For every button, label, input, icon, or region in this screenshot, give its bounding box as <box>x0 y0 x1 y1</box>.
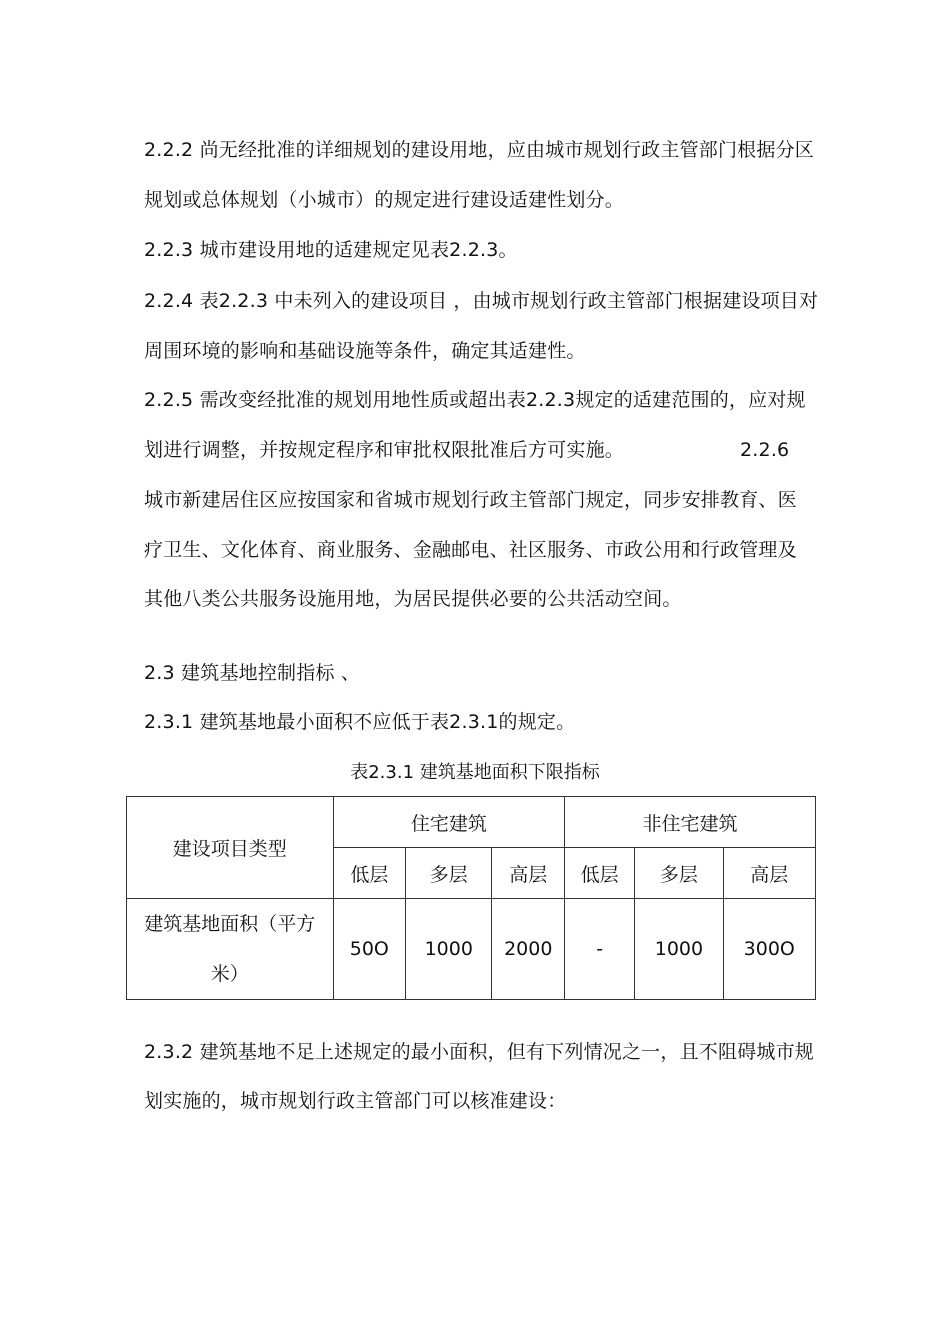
table-header-row <box>127 797 816 848</box>
table-caption: 表2.3.1 建筑基地面积下限指标 <box>350 762 600 783</box>
value-residential-low: 50O <box>333 899 405 1000</box>
paragraph-2-2-6-line-3: 其他八类公共服务设施用地，为居民提供必要的公共活动空间。 <box>144 588 682 610</box>
subheader-nonresidential-mid: 多层 <box>635 848 723 899</box>
value-nonresidential-mid: 1000 <box>635 899 723 1000</box>
paragraph-2-2-6-line-2: 疗卫生、文化体育、商业服务、金融邮电、社区服务、市政公用和行政管理及 <box>144 539 797 561</box>
paragraph-2-2-4-line-2: 周围环境的影响和基础设施等条件，确定其适建性。 <box>144 340 586 362</box>
paragraph-2-2-3: 2.2.3 城市建设用地的适建规定见表2.2.3。 <box>144 239 518 261</box>
paragraph-2-2-6-line-1: 城市新建居住区应按国家和省城市规划行政主管部门规定，同步安排教育、医 <box>144 489 797 511</box>
subheader-nonresidential-high: 高层 <box>723 848 815 899</box>
value-residential-high: 2000 <box>492 899 565 1000</box>
value-residential-mid: 1000 <box>406 899 492 1000</box>
paragraph-2-2-5-line-2 <box>144 437 814 463</box>
paragraph-2-2-2-line-2: 规划或总体规划（小城市）的规定进行建设适建性划分。 <box>144 189 625 211</box>
subheader-residential-mid: 多层 <box>406 848 492 899</box>
paragraph-2-2-2-line-1: 2.2.2 尚无经批准的详细规划的建设用地，应由城市规划行政主管部门根据分区 <box>144 139 814 161</box>
subheader-nonresidential-low: 低层 <box>565 848 635 899</box>
paragraph-2-3-2-line-2: 划实施的，城市规划行政主管部门可以核准建设： <box>144 1090 567 1112</box>
section-2-3-heading: 2.3 建筑基地控制指标 、 <box>144 662 361 684</box>
paragraph-2-2-5-line-1: 2.2.5 需改变经批准的规划用地性质或超出表2.2.3规定的适建范围的，应对规 <box>144 389 806 411</box>
paragraph-2-3-2-line-1: 2.3.2 建筑基地不足上述规定的最小面积，但有下列情况之一，且不阻碍城市规 <box>144 1041 814 1063</box>
value-nonresidential-low: - <box>565 899 635 1000</box>
header-project-type: 建设项目类型 <box>127 797 334 899</box>
paragraph-2-3-1: 2.3.1 建筑基地最小面积不应低于表2.3.1的规定。 <box>144 711 576 733</box>
header-nonresidential: 非住宅建筑 <box>565 797 816 848</box>
paragraph-2-2-4-line-1: 2.2.4 表2.2.3 中未列入的建设项目 ，由城市规划行政主管部门根据建设项目对 <box>144 290 819 312</box>
paragraph-2-2-5-line-2-text: 划进行调整，并按规定程序和审批权限批准后方可实施。 <box>144 439 625 461</box>
paragraph-2-2-6-number: 2.2.6 <box>740 439 790 461</box>
value-nonresidential-high: 300O <box>723 899 815 1000</box>
table-row <box>127 899 816 1000</box>
row-label-cell <box>127 899 334 1000</box>
subheader-residential-high: 高层 <box>492 848 565 899</box>
row-label: 建筑基地面积（平方米） <box>144 913 316 985</box>
header-residential: 住宅建筑 <box>333 797 564 848</box>
subheader-residential-low: 低层 <box>333 848 405 899</box>
land-area-limit-table <box>126 796 816 1000</box>
